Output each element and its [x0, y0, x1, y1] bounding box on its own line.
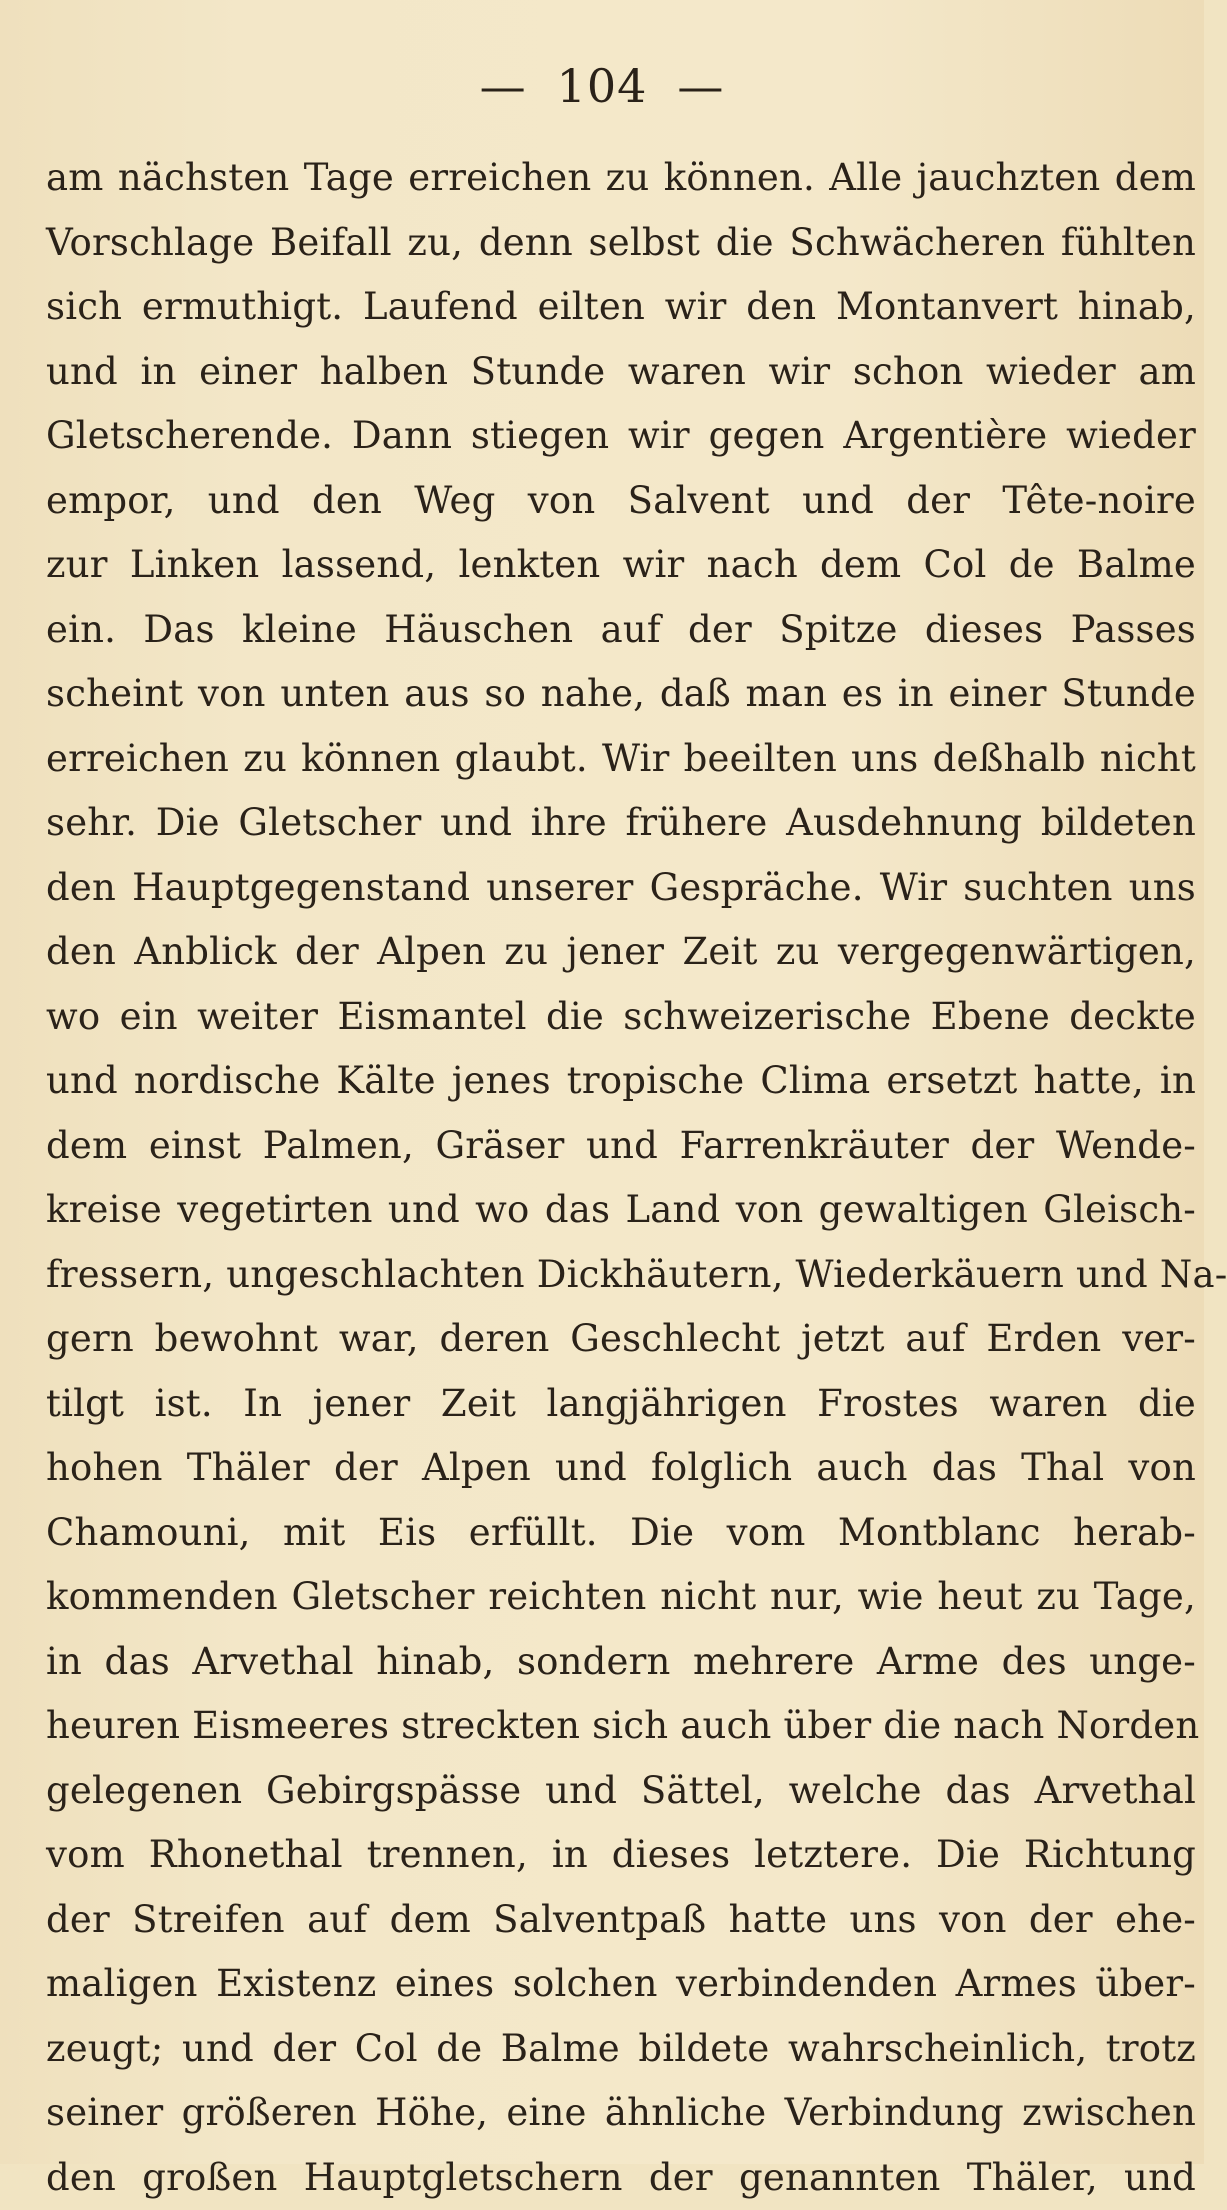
text-line: den großen Hauptgletschern der genannten Thäler, und: [46, 2146, 1196, 2210]
text-line: maligen Existenz eines solchen verbindenden Armes über-: [46, 1952, 1196, 2017]
header-dash-right: —: [677, 58, 724, 114]
text-line: und in einer halben Stunde waren wir schon wieder am: [46, 340, 1196, 405]
text-line: kommenden Gletscher reichten nicht nur, wie heut zu Tage,: [46, 1565, 1196, 1630]
text-line: zur Linken lassend, lenkten wir nach dem Col de Balme: [46, 533, 1196, 598]
text-line: heuren Eismeeres streckten sich auch über die nach Norden: [46, 1694, 1196, 1759]
page-header: [0, 58, 1204, 114]
text-line: hohen Thäler der Alpen und folglich auch das Thal von: [46, 1436, 1196, 1501]
text-line: vom Rhonethal trennen, in dieses letztere. Die Richtung: [46, 1823, 1196, 1888]
text-line: erreichen zu können glaubt. Wir beeilten uns deßhalb nicht: [46, 727, 1196, 792]
body-text: [46, 146, 1196, 2210]
text-line: fressern, ungeschlachten Dickhäutern, Wiederkäuern und Na-: [46, 1243, 1196, 1308]
text-line: den Hauptgegenstand unserer Gespräche. Wir suchten uns: [46, 856, 1196, 921]
text-line: gern bewohnt war, deren Geschlecht jetzt auf Erden ver-: [46, 1307, 1196, 1372]
text-line: zeugt; und der Col de Balme bildete wahrscheinlich, trotz: [46, 2017, 1196, 2082]
text-line: Gletscherende. Dann stiegen wir gegen Argentière wieder: [46, 404, 1196, 469]
text-line: kreise vegetirten und wo das Land von gewaltigen Gleisch-: [46, 1178, 1196, 1243]
text-line: in das Arvethal hinab, sondern mehrere Arme des unge-: [46, 1630, 1196, 1695]
text-line: Vorschlage Beifall zu, denn selbst die Schwächeren fühlten: [46, 211, 1196, 276]
text-line: am nächsten Tage erreichen zu können. Alle jauchzten dem: [46, 146, 1196, 211]
header-dash-left: —: [480, 58, 527, 114]
text-line: ein. Das kleine Häuschen auf der Spitze dieses Passes: [46, 598, 1196, 663]
text-line: den Anblick der Alpen zu jener Zeit zu vergegenwärtigen,: [46, 920, 1196, 985]
text-line: wo ein weiter Eismantel die schweizerische Ebene deckte: [46, 985, 1196, 1050]
text-line: seiner größeren Höhe, eine ähnliche Verbindung zwischen: [46, 2081, 1196, 2146]
text-line: sich ermuthigt. Laufend eilten wir den Montanvert hinab,: [46, 275, 1196, 340]
text-line: empor, und den Weg von Salvent und der Tête-noire: [46, 469, 1196, 534]
text-line: sehr. Die Gletscher und ihre frühere Ausdehnung bildeten: [46, 791, 1196, 856]
text-line: der Streifen auf dem Salventpaß hatte uns von der ehe-: [46, 1888, 1196, 1953]
text-line: dem einst Palmen, Gräser und Farrenkräuter der Wende-: [46, 1114, 1196, 1179]
page-number: 104: [557, 59, 648, 113]
text-line: gelegenen Gebirgspässe und Sättel, welche das Arvethal: [46, 1759, 1196, 1824]
text-line: Chamouni, mit Eis erfüllt. Die vom Montblanc herab-: [46, 1501, 1196, 1566]
text-line: scheint von unten aus so nahe, daß man es in einer Stunde: [46, 662, 1196, 727]
text-line: und nordische Kälte jenes tropische Clima ersetzt hatte, in: [46, 1049, 1196, 1114]
text-line: tilgt ist. In jener Zeit langjährigen Frostes waren die: [46, 1372, 1196, 1437]
